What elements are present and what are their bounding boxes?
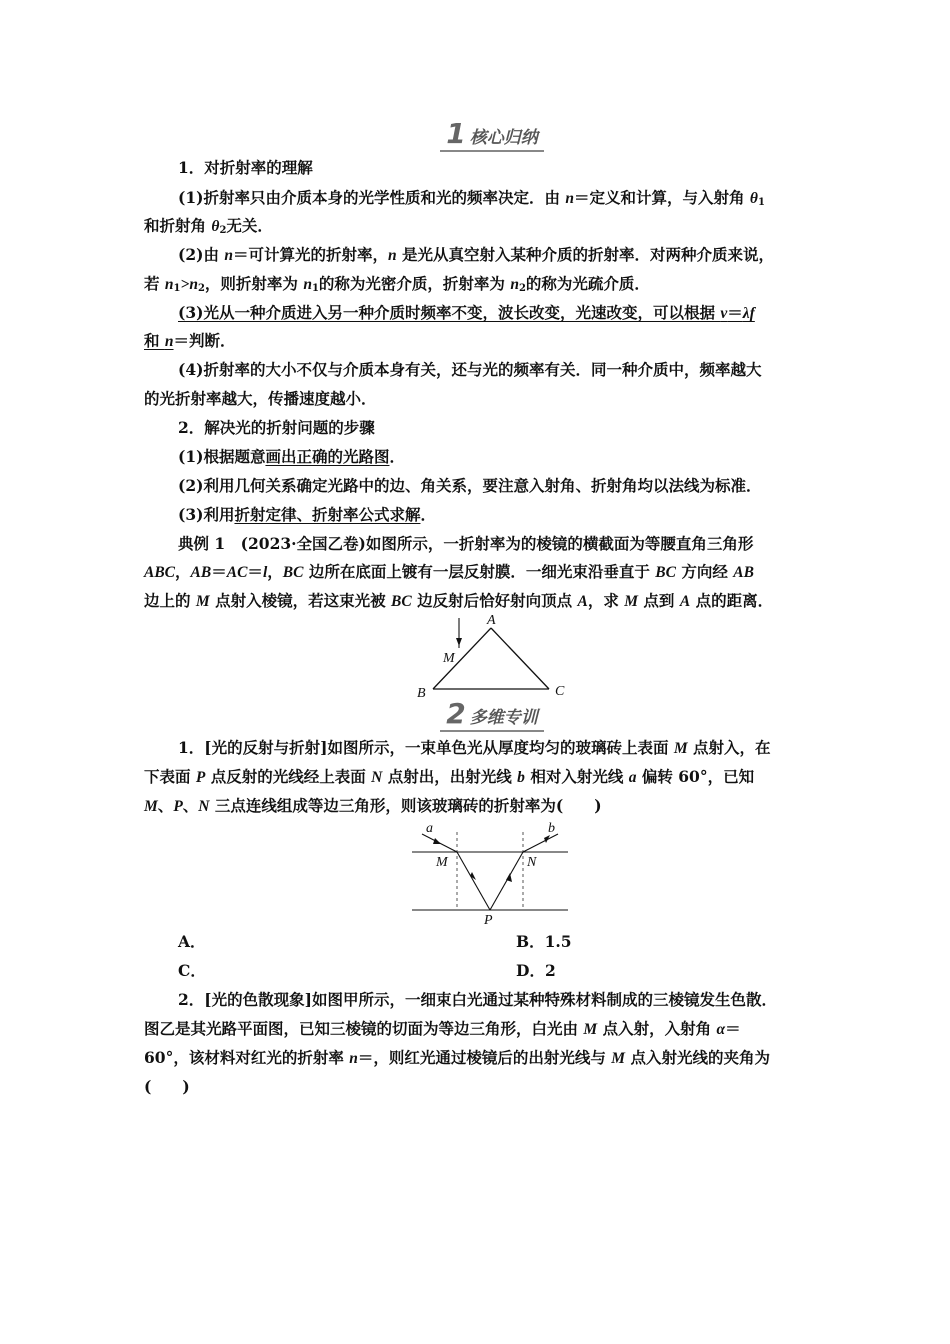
step-2: (2)利用几何关系确定光路中的边、角关系，要注意入射角、折射角均以法线为标准． [178,476,762,495]
section-number: 1 [446,117,466,150]
example-1-line-2: ABC，AB＝AC＝l，BC 边所在底面上镀有一层反射膜．一细光束沿垂直于 BC 方向经 AB [144,562,754,581]
paragraph-1-line-2: 和折射角 $\theta_2$无关． [144,216,273,236]
label-b: B [417,686,426,701]
label-a: a [426,821,433,836]
question-2-line-2: 图乙是其光路平面图，已知三棱镜的切面为等边三角形，白光由 M 点入射，入射角 α＝ [144,1019,741,1038]
paragraph-3-line-1: (3)光从一种介质进入另一种介质时频率不变，波长改变，光速改变，可以根据 v＝λf [178,303,755,322]
label-b: b [548,821,555,836]
label-n: N [527,855,537,870]
question-1-line-1: 1．[光的反射与折射]如图所示，一束单色光从厚度均匀的玻璃砖上表面 M 点射入，在 [178,738,771,757]
refracted-ray-mp [457,852,490,910]
paragraph-1-line-1: (1)折射率只由介质本身的光学性质和光的频率决定．由 n＝定义和计算，与入射角 $\theta_1$ [178,188,765,208]
question-2-line-3: 60°，该材料对红光的折射率 n＝，则红光通过棱镜后的出射光线与 M 点入射光线的夹角为 [144,1048,770,1067]
heading-solving-steps: 2．解决光的折射问题的步骤 [178,418,375,437]
option-a[interactable]: A． [178,932,206,951]
question-1-line-2: 下表面 P 点反射的光线经上表面 N 点射出，出射光线 b 相对入射光线 a 偏转 60°，已知 [144,767,755,786]
paragraph-4-line-1: (4)折射率的大小不仅与介质本身有关，还与光的频率有关．同一种介质中，频率越大 [178,360,762,379]
section-title-core-summary [440,117,544,152]
emergent-ray-b [523,834,558,852]
question-1-line-3: M、P、N 三点连线组成等边三角形，则该玻璃砖的折射率为( ) [144,796,602,815]
label-m: M [443,651,455,666]
example-1-line-1: 典例 1 (2023·全国乙卷)如图所示，一折射率为的棱镜的横截面为等腰直角三角形 [178,534,754,553]
question-2-line-1: 2．[光的色散现象]如图甲所示，一细束白光通过某种特殊材料制成的三棱镜发生色散． [178,990,777,1009]
arrow-a [433,838,441,844]
glass-slab-figure [408,818,573,928]
reflected-ray-pn [490,852,523,910]
section-title-multi-training [440,697,544,732]
option-c[interactable]: C． [178,961,206,980]
option-b[interactable]: B．1.5 [516,932,572,951]
label-c: C [555,684,565,699]
paragraph-4-line-2: 的光折射率越大，传播速度越小． [144,389,377,408]
option-d[interactable]: D．2 [516,961,556,980]
example-1-line-3: 边上的 M 点射入棱镜，若这束光被 BC 边反射后恰好射向顶点 A，求 M 点到 A 点的距离． [144,591,774,610]
prism-triangle-figure [405,610,575,702]
ray-arrow [456,638,462,646]
label-p: P [484,913,493,928]
step-1: (1)根据题意画出正确的光路图． [178,447,405,466]
section-title-text: 多维专训 [469,708,538,728]
paragraph-2-line-1: (2)由 n＝可计算光的折射率，n 是光从真空射入某种介质的折射率．对两种介质来说， [178,245,775,264]
arrow-mp [470,872,476,880]
paragraph-3-line-2: 和 n＝判断． [144,331,236,350]
section-title-text: 核心归纳 [469,128,538,148]
label-m: M [436,855,448,870]
question-2-line-4: ( ) [144,1077,190,1096]
side-ac [491,628,549,689]
heading-refractive-index: 1．对折射率的理解 [178,158,313,177]
section-number: 2 [446,697,466,730]
side-ab [433,628,491,689]
step-3: (3)利用折射定律、折射率公式求解． [178,505,436,524]
label-a: A [487,613,496,628]
paragraph-2-line-2: 若 $n_1>n_2$，则折射率为 $n_1$的称为光密介质，折射率为 $n_2$的称为光疏介质． [144,274,650,294]
